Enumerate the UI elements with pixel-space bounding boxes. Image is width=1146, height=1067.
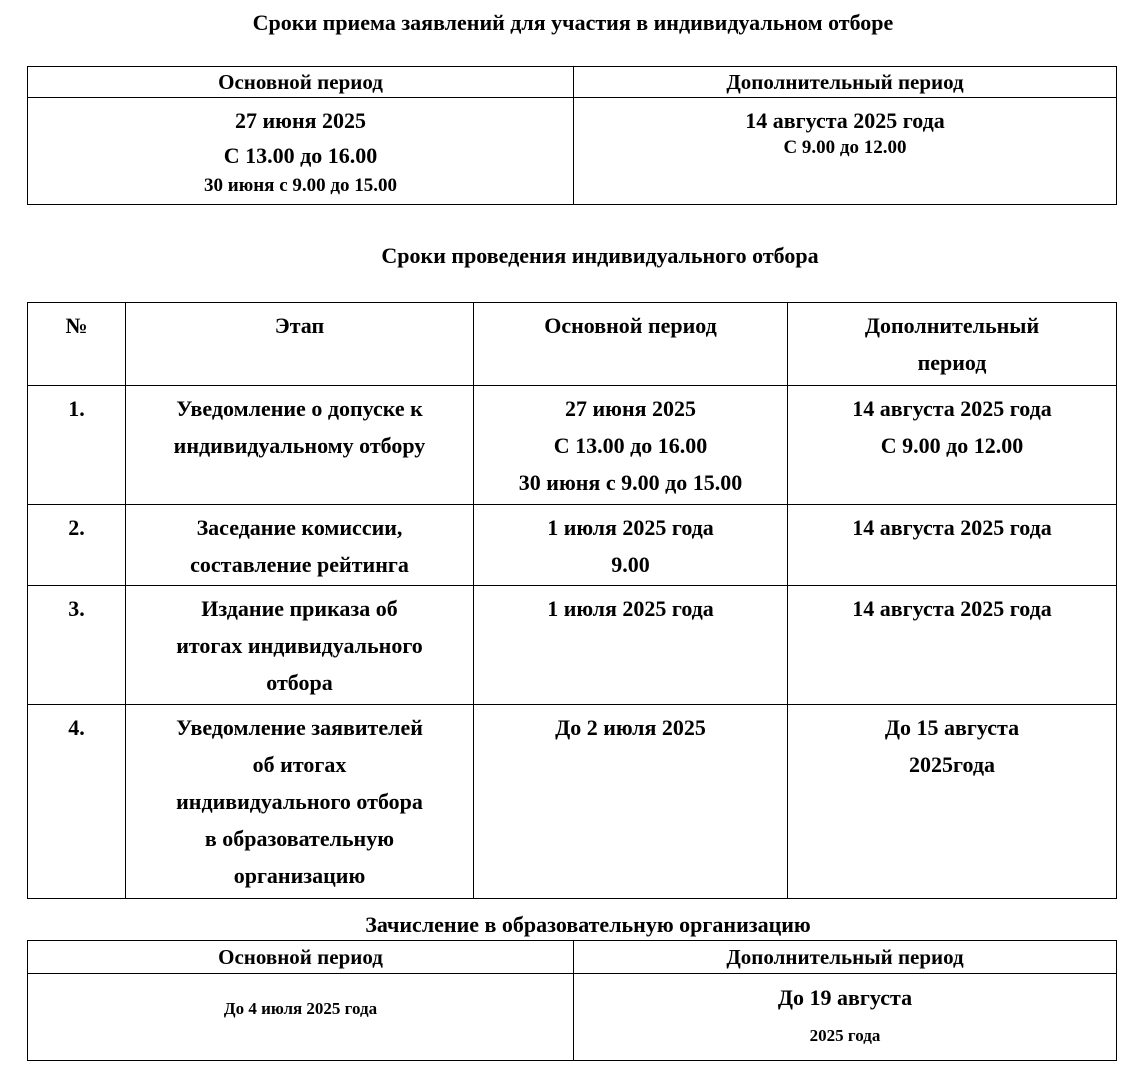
main-period-cell	[28, 98, 574, 205]
selection-schedule-table	[27, 302, 1117, 899]
header-main-period: Основной период	[28, 941, 574, 974]
row-stage: Уведомление заявителей об итогах индивидуального отбора в образовательную организацию	[126, 705, 474, 899]
main-period-time: С 13.00 до 16.00	[223, 143, 378, 168]
header-extra-period: Дополнительный период	[574, 941, 1117, 974]
main-period-date: 27 июня 2025	[234, 108, 367, 133]
header-main-period: Основной период	[28, 67, 574, 98]
row-stage: Издание приказа об итогах индивидуального отбора	[126, 586, 474, 705]
header-stage: Этап	[126, 303, 474, 386]
title-application-deadlines: Сроки приема заявлений для участия в индивидуальном отборе	[252, 10, 894, 35]
extra-period-time: С 9.00 до 12.00	[783, 137, 907, 158]
extra-period-date: 14 августа 2025 года	[745, 108, 945, 133]
extra-period-cell	[574, 98, 1117, 205]
table-row	[28, 98, 1117, 205]
title-enrollment: Зачисление в образовательную организацию	[365, 912, 811, 937]
application-deadlines-table	[27, 66, 1117, 205]
main-period-second-date: 30 июня с 9.00 до 15.00	[204, 175, 397, 196]
row-main-period: 1 июля 2025 года	[474, 586, 788, 705]
header-number: №	[28, 303, 126, 386]
row-stage: Уведомление о допуске к индивидуальному отбору	[126, 386, 474, 505]
row-extra-period: 14 августа 2025 года	[788, 586, 1117, 705]
table-row	[28, 974, 1117, 1061]
table-header-row	[28, 67, 1117, 98]
row-stage: Заседание комиссии, составление рейтинга	[126, 505, 474, 586]
title-selection-schedule: Сроки проведения индивидуального отбора	[381, 243, 819, 268]
row-number: 2.	[28, 505, 126, 586]
row-extra-period: До 15 августа 2025года	[788, 705, 1117, 899]
header-extra-period: Дополнительный период	[788, 303, 1117, 386]
table-row	[28, 586, 1117, 705]
extra-period-cell: До 19 августа 2025 года	[574, 974, 1117, 1061]
table-header-row	[28, 941, 1117, 974]
row-number: 4.	[28, 705, 126, 899]
table-row	[28, 705, 1117, 899]
main-period-cell: До 4 июля 2025 года	[28, 974, 574, 1061]
row-number: 1.	[28, 386, 126, 505]
row-main-period: 1 июля 2025 года 9.00	[474, 505, 788, 586]
table-header-row	[28, 303, 1117, 386]
row-main-period: 27 июня 2025 С 13.00 до 16.00 30 июня с 9.00 до 15.00	[474, 386, 788, 505]
enrollment-table	[27, 940, 1117, 1061]
row-number: 3.	[28, 586, 126, 705]
table-row	[28, 386, 1117, 505]
row-extra-period: 14 августа 2025 года С 9.00 до 12.00	[788, 386, 1117, 505]
row-extra-period: 14 августа 2025 года	[788, 505, 1117, 586]
header-extra-period: Дополнительный период	[574, 67, 1117, 98]
table-row	[28, 505, 1117, 586]
header-main-period: Основной период	[474, 303, 788, 386]
row-main-period: До 2 июля 2025	[474, 705, 788, 899]
